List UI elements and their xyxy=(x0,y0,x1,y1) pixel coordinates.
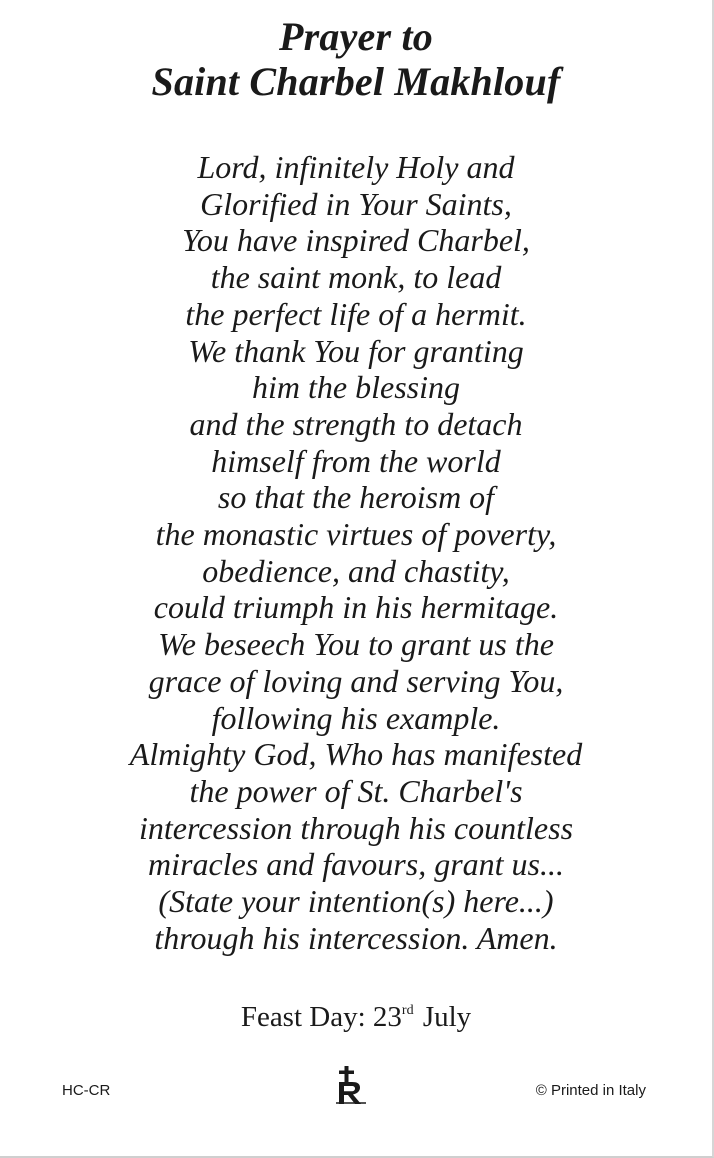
prayer-line: obedience, and chastity, xyxy=(202,552,510,589)
feast-day-label: Feast Day: 23 xyxy=(240,1001,402,1033)
prayer-line: so that the heroism of xyxy=(217,479,495,516)
prayer-line: the monastic virtues of poverty, xyxy=(155,516,557,553)
prayer-line: You have inspired Charbel, xyxy=(182,222,530,259)
prayer-line: We beseech You to grant us the xyxy=(158,626,554,663)
prayer-line: the saint monk, to lead xyxy=(210,259,502,296)
prayer-line: Lord, infinitely Holy and xyxy=(197,149,515,185)
product-code: HC-CR xyxy=(62,1082,111,1099)
prayer-line: We thank You for granting xyxy=(188,332,524,369)
title-line-1: Prayer to xyxy=(279,14,433,59)
feast-day-month: July xyxy=(415,1001,472,1033)
prayer-line: himself from the world xyxy=(211,442,501,479)
feast-day xyxy=(0,994,712,1034)
page-title xyxy=(0,14,712,104)
prayer-line: him the blessing xyxy=(252,369,460,406)
title-line-2: Saint Charbel Makhlouf xyxy=(151,59,561,104)
prayer-line: through his intercession. Amen. xyxy=(154,919,558,956)
prayer-line: grace of loving and serving You, xyxy=(148,662,564,699)
prayer-line: miracles and favours, grant us... xyxy=(148,846,564,883)
prayer-line: Almighty God, Who has manifested xyxy=(129,736,583,773)
prayer-line: (State your intention(s) here...) xyxy=(158,883,554,920)
prayer-line: could triumph in his hermitage. xyxy=(153,589,559,626)
printed-in-italy: © Printed in Italy xyxy=(535,1082,646,1099)
feast-day-ordinal: rd xyxy=(401,1003,414,1018)
prayer-line: following his example. xyxy=(211,699,501,736)
cross-r-publisher-icon xyxy=(334,1066,368,1106)
prayer-line: the perfect life of a hermit. xyxy=(185,295,527,332)
prayer-line: the power of St. Charbel's xyxy=(189,772,523,809)
prayer-text xyxy=(0,149,712,956)
prayer-line: intercession through his countless xyxy=(138,809,574,846)
prayer-line: Glorified in Your Saints, xyxy=(200,185,512,222)
prayer-line: and the strength to detach xyxy=(189,405,523,442)
